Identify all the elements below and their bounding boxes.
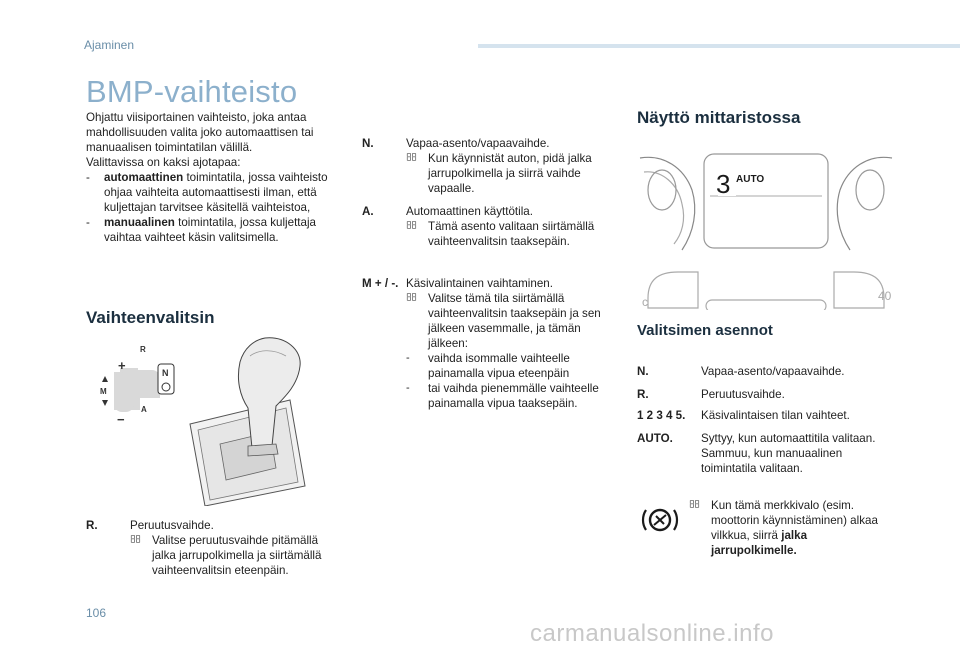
list-dash: - xyxy=(406,382,410,394)
definition-sub: Tämä asento valitaan siirtämällä vaihteenvalitsin taaksepäin. xyxy=(406,219,614,249)
page-number: 106 xyxy=(86,606,107,620)
list-dash: - xyxy=(406,352,410,364)
list-dash: - xyxy=(86,171,90,184)
n-label: N xyxy=(162,368,169,378)
definition-sub: Kun käynnistät auton, pidä jalka jarrupolkimella ja siirrä vaihde vapaalle. xyxy=(406,151,614,196)
brake-pedal-warning-icon xyxy=(640,504,680,536)
m-label: M xyxy=(100,387,107,396)
page-title: BMP-vaihteisto xyxy=(86,74,298,109)
a-label: A xyxy=(141,405,147,414)
watermark: carmanualsonline.info xyxy=(530,620,774,647)
definition-sub: Valitse tämä tila siirtämällä vaihteenvalitsin taaksepäin ja sen jälkeen vasemmalle, ja tämän jälkeen: xyxy=(406,291,614,351)
definition-desc: Vapaa-asento/vapaavaihde. xyxy=(406,137,550,150)
definition-sub: - tai vaihda pienemmälle vaihteelle painamalla vipua taaksepäin. xyxy=(406,382,599,410)
definition-sub: - vaihda isommalle vaihteelle painamalla vipua eteenpäin xyxy=(406,352,570,380)
gear-selector-illustration xyxy=(90,336,340,506)
gear-console xyxy=(190,400,305,506)
positions-heading: Valitsimen asennot xyxy=(637,322,773,339)
intro-item-automatic: - automaattinen toimintatila, jossa vaihteisto ohjaa vaihteita automaattisesti ilman, että kuljettajan tarvitsee käsitellä vaihteistoa, xyxy=(86,171,328,214)
gauge-right-label: 40 xyxy=(878,289,892,303)
definition-term: N. xyxy=(362,137,374,150)
definition-desc: Automaattinen käyttötila. xyxy=(406,205,533,218)
gear-readout xyxy=(716,169,764,199)
definition-term: M + / -. xyxy=(362,277,399,290)
header-rule xyxy=(478,44,960,48)
arrow-bullet-icon xyxy=(406,291,417,306)
instrument-cluster-illustration xyxy=(638,150,894,310)
display-heading: Näyttö mittaristossa xyxy=(637,108,801,127)
intro-line-1: Ohjattu viisiportainen vaihteisto, joka antaa mahdollisuuden valita joko automaattisen tai manuaalisen toimintatilan välillä. xyxy=(86,111,314,154)
intro-item-manual: - manuaalinen toimintatila, jossa kuljettaja vaihtaa vaihteet käsin valitsimella. xyxy=(86,216,316,244)
definition-term: R. xyxy=(86,519,98,532)
intro-text xyxy=(86,110,336,245)
minus-label: − xyxy=(117,412,125,427)
arrow-bullet-icon xyxy=(689,498,700,513)
intro-line-2: Valittavissa on kaksi ajotapaa: xyxy=(86,156,241,169)
r-label: R xyxy=(140,345,146,354)
gear-number: 3 xyxy=(716,169,731,199)
definition-desc: Peruutusvaihde. xyxy=(130,519,214,532)
definition-desc: Käsivalintainen vaihtaminen. xyxy=(406,277,553,290)
gauge-left-label: c xyxy=(642,295,648,309)
selector-heading: Vaihteenvalitsin xyxy=(86,308,215,327)
list-dash: - xyxy=(86,216,90,229)
definition-term: A. xyxy=(362,205,374,218)
section-header: Ajaminen xyxy=(84,38,135,52)
definition-sub: Valitse peruutusvaihde pitämällä jalka jarrupolkimella ja siirtämällä vaihteenvalitsin eteenpäin. xyxy=(130,533,342,578)
plus-label: + xyxy=(118,358,126,373)
arrow-bullet-icon xyxy=(130,533,141,548)
warning-note: Kun tämä merkkivalo (esim. moottorin käynnistäminen) alkaa vilkkua, siirrä jalka jarrupolkimelle. xyxy=(689,498,879,558)
auto-indicator: AUTO xyxy=(736,174,765,185)
shift-gate-diagram xyxy=(100,345,174,427)
arrow-bullet-icon xyxy=(406,219,417,234)
arrow-bullet-icon xyxy=(406,151,417,166)
